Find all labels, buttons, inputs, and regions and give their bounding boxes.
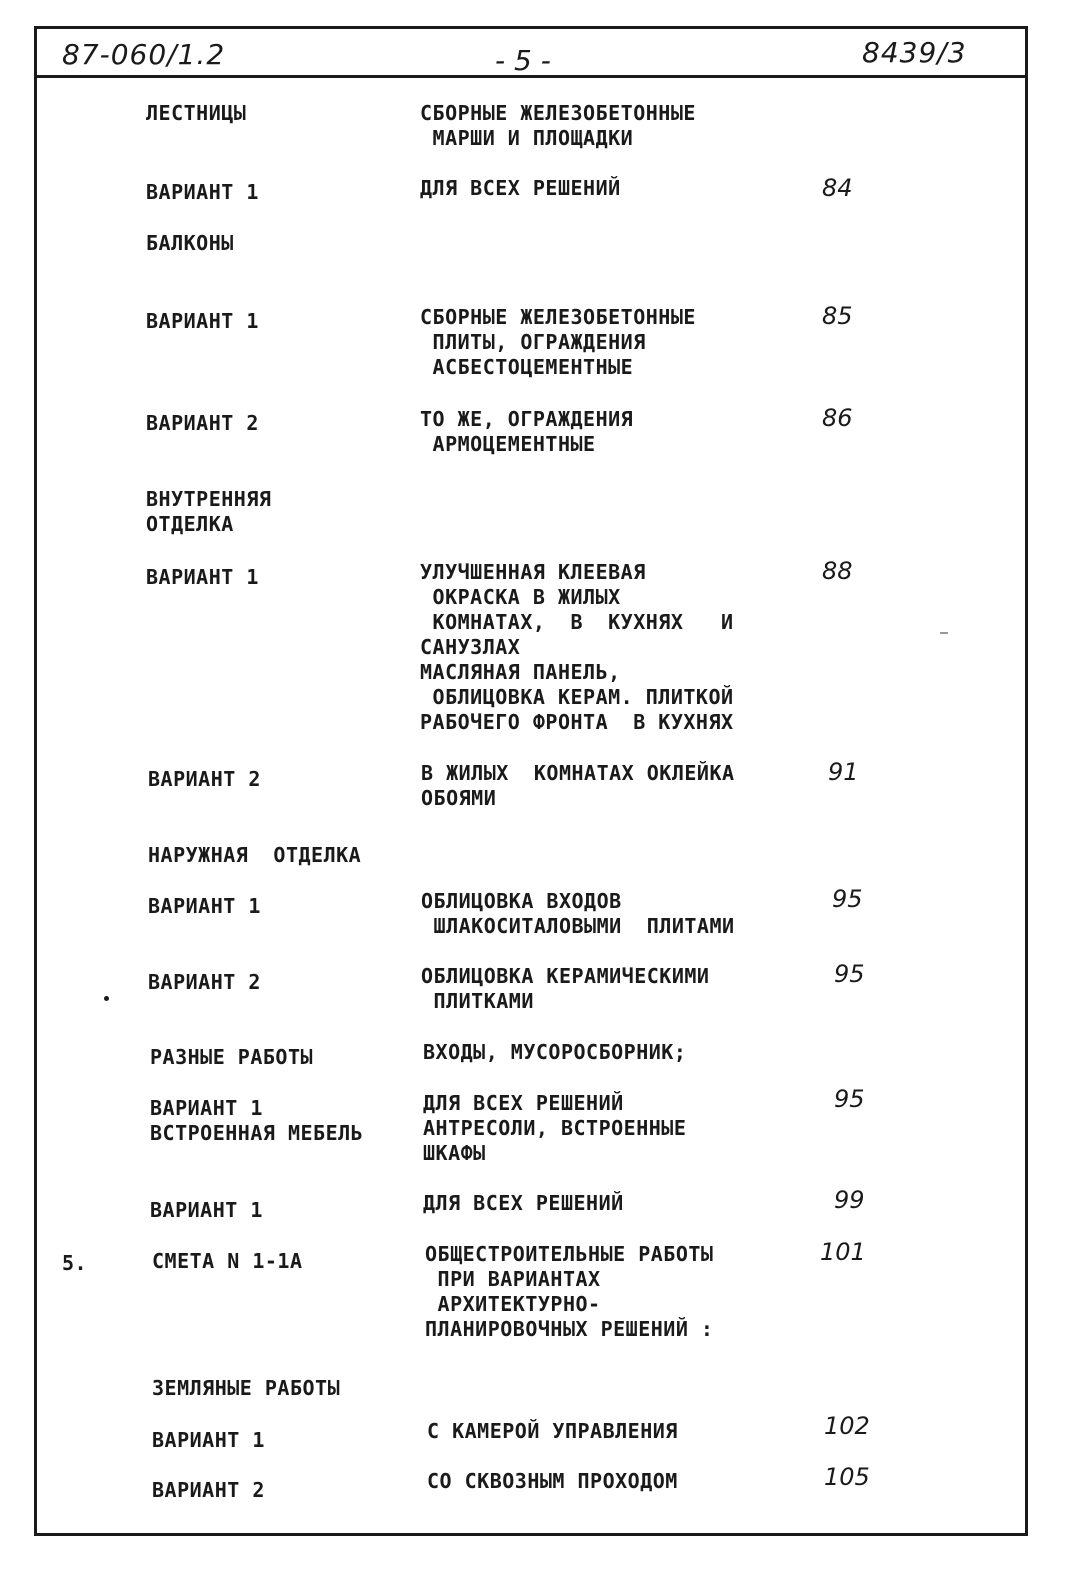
section-heading: РАЗНЫЕ РАБОТЫ bbox=[150, 1045, 314, 1069]
variant-label: ВАРИАНТ 1 bbox=[152, 1428, 265, 1452]
variant-label: ВАРИАНТ 2 bbox=[148, 767, 261, 791]
variant-label: ВАРИАНТ 1 ВСТРОЕННАЯ МЕБЕЛЬ bbox=[150, 1096, 364, 1145]
item-description: С КАМЕРОЙ УПРАВЛЕНИЯ bbox=[427, 1419, 678, 1443]
variant-label: ВАРИАНТ 2 bbox=[146, 411, 259, 435]
item-description: СО СКВОЗНЫМ ПРОХОДОМ bbox=[427, 1469, 678, 1493]
page-reference: 85 bbox=[822, 302, 853, 330]
page-reference: 84 bbox=[822, 174, 853, 202]
item-description: ДЛЯ ВСЕХ РЕШЕНИЙ АНТРЕСОЛИ, ВСТРОЕННЫЕ ШКАФЫ bbox=[423, 1091, 687, 1165]
page-reference: 95 bbox=[834, 960, 865, 988]
item-description: ТО ЖЕ, ОГРАЖДЕНИЯ АРМОЦЕМЕНТНЫЕ bbox=[420, 407, 634, 456]
item-description: УЛУЧШЕННАЯ КЛЕЕВАЯ ОКРАСКА В ЖИЛЫХ КОМНАТАХ, В КУХНЯХ И САНУЗЛАХ МАСЛЯНАЯ ПАНЕЛЬ, ОБЛИЦОВКА КЕРАМ. ПЛИТКОЙ РАБОЧЕГО ФРОНТА В КУХНЯХ bbox=[420, 560, 734, 734]
item-description: В ЖИЛЫХ КОМНАТАХ ОКЛЕЙКА ОБОЯМИ bbox=[421, 761, 735, 810]
section-heading: БАЛКОНЫ bbox=[146, 231, 234, 255]
section-heading: ВНУТРЕННЯЯ ОТДЕЛКА bbox=[146, 487, 272, 536]
doc-code: 87-060/1.2 bbox=[62, 38, 226, 71]
page-number: - 5 - bbox=[495, 44, 551, 77]
variant-label: ВАРИАНТ 1 bbox=[146, 180, 259, 204]
section-heading: ЗЕМЛЯНЫЕ РАБОТЫ bbox=[152, 1376, 341, 1400]
list-number: 5. bbox=[62, 1251, 88, 1275]
variant-label: ВАРИАНТ 1 bbox=[146, 309, 259, 333]
item-description: ОБЩЕСТРОИТЕЛЬНЫЕ РАБОТЫ ПРИ ВАРИАНТАХ АРХИТЕКТУРНО- ПЛАНИРОВОЧНЫХ РЕШЕНИЙ : bbox=[425, 1242, 714, 1341]
scan-speck bbox=[104, 996, 109, 1001]
section-heading: ЛЕСТНИЦЫ bbox=[146, 101, 247, 125]
page-reference: 91 bbox=[828, 758, 859, 786]
item-description: ДЛЯ ВСЕХ РЕШЕНИЙ bbox=[420, 176, 621, 200]
section-heading: НАРУЖНАЯ ОТДЕЛКА bbox=[148, 843, 362, 867]
page-reference: 105 bbox=[824, 1463, 870, 1491]
page-reference: 86 bbox=[822, 404, 853, 432]
page-reference: 95 bbox=[832, 885, 863, 913]
variant-label: ВАРИАНТ 2 bbox=[148, 970, 261, 994]
page-reference: 99 bbox=[834, 1186, 865, 1214]
page-reference: 102 bbox=[824, 1412, 870, 1440]
page-reference: 101 bbox=[820, 1238, 866, 1266]
item-description: ДЛЯ ВСЕХ РЕШЕНИЙ bbox=[423, 1191, 624, 1215]
section-heading: СМЕТА N 1-1А bbox=[152, 1249, 303, 1273]
sheet-number: 8439/3 bbox=[862, 36, 967, 69]
page-reference: 88 bbox=[822, 557, 853, 585]
variant-label: ВАРИАНТ 2 bbox=[152, 1478, 265, 1502]
item-description: ОБЛИЦОВКА ВХОДОВ ШЛАКОСИТАЛОВЫМИ ПЛИТАМИ bbox=[421, 889, 735, 938]
item-description: СБОРНЫЕ ЖЕЛЕЗОБЕТОННЫЕ ПЛИТЫ, ОГРАЖДЕНИЯ АСБЕСТОЦЕМЕНТНЫЕ bbox=[420, 305, 696, 379]
item-description: СБОРНЫЕ ЖЕЛЕЗОБЕТОННЫЕ МАРШИ И ПЛОЩАДКИ bbox=[420, 101, 696, 150]
variant-label: ВАРИАНТ 1 bbox=[146, 565, 259, 589]
variant-label: ВАРИАНТ 1 bbox=[150, 1198, 263, 1222]
variant-label: ВАРИАНТ 1 bbox=[148, 894, 261, 918]
item-description: ВХОДЫ, МУСОРОСБОРНИК; bbox=[423, 1040, 687, 1064]
scan-mark bbox=[940, 632, 948, 634]
item-description: ОБЛИЦОВКА КЕРАМИЧЕСКИМИ ПЛИТКАМИ bbox=[421, 964, 710, 1013]
page-reference: 95 bbox=[834, 1085, 865, 1113]
